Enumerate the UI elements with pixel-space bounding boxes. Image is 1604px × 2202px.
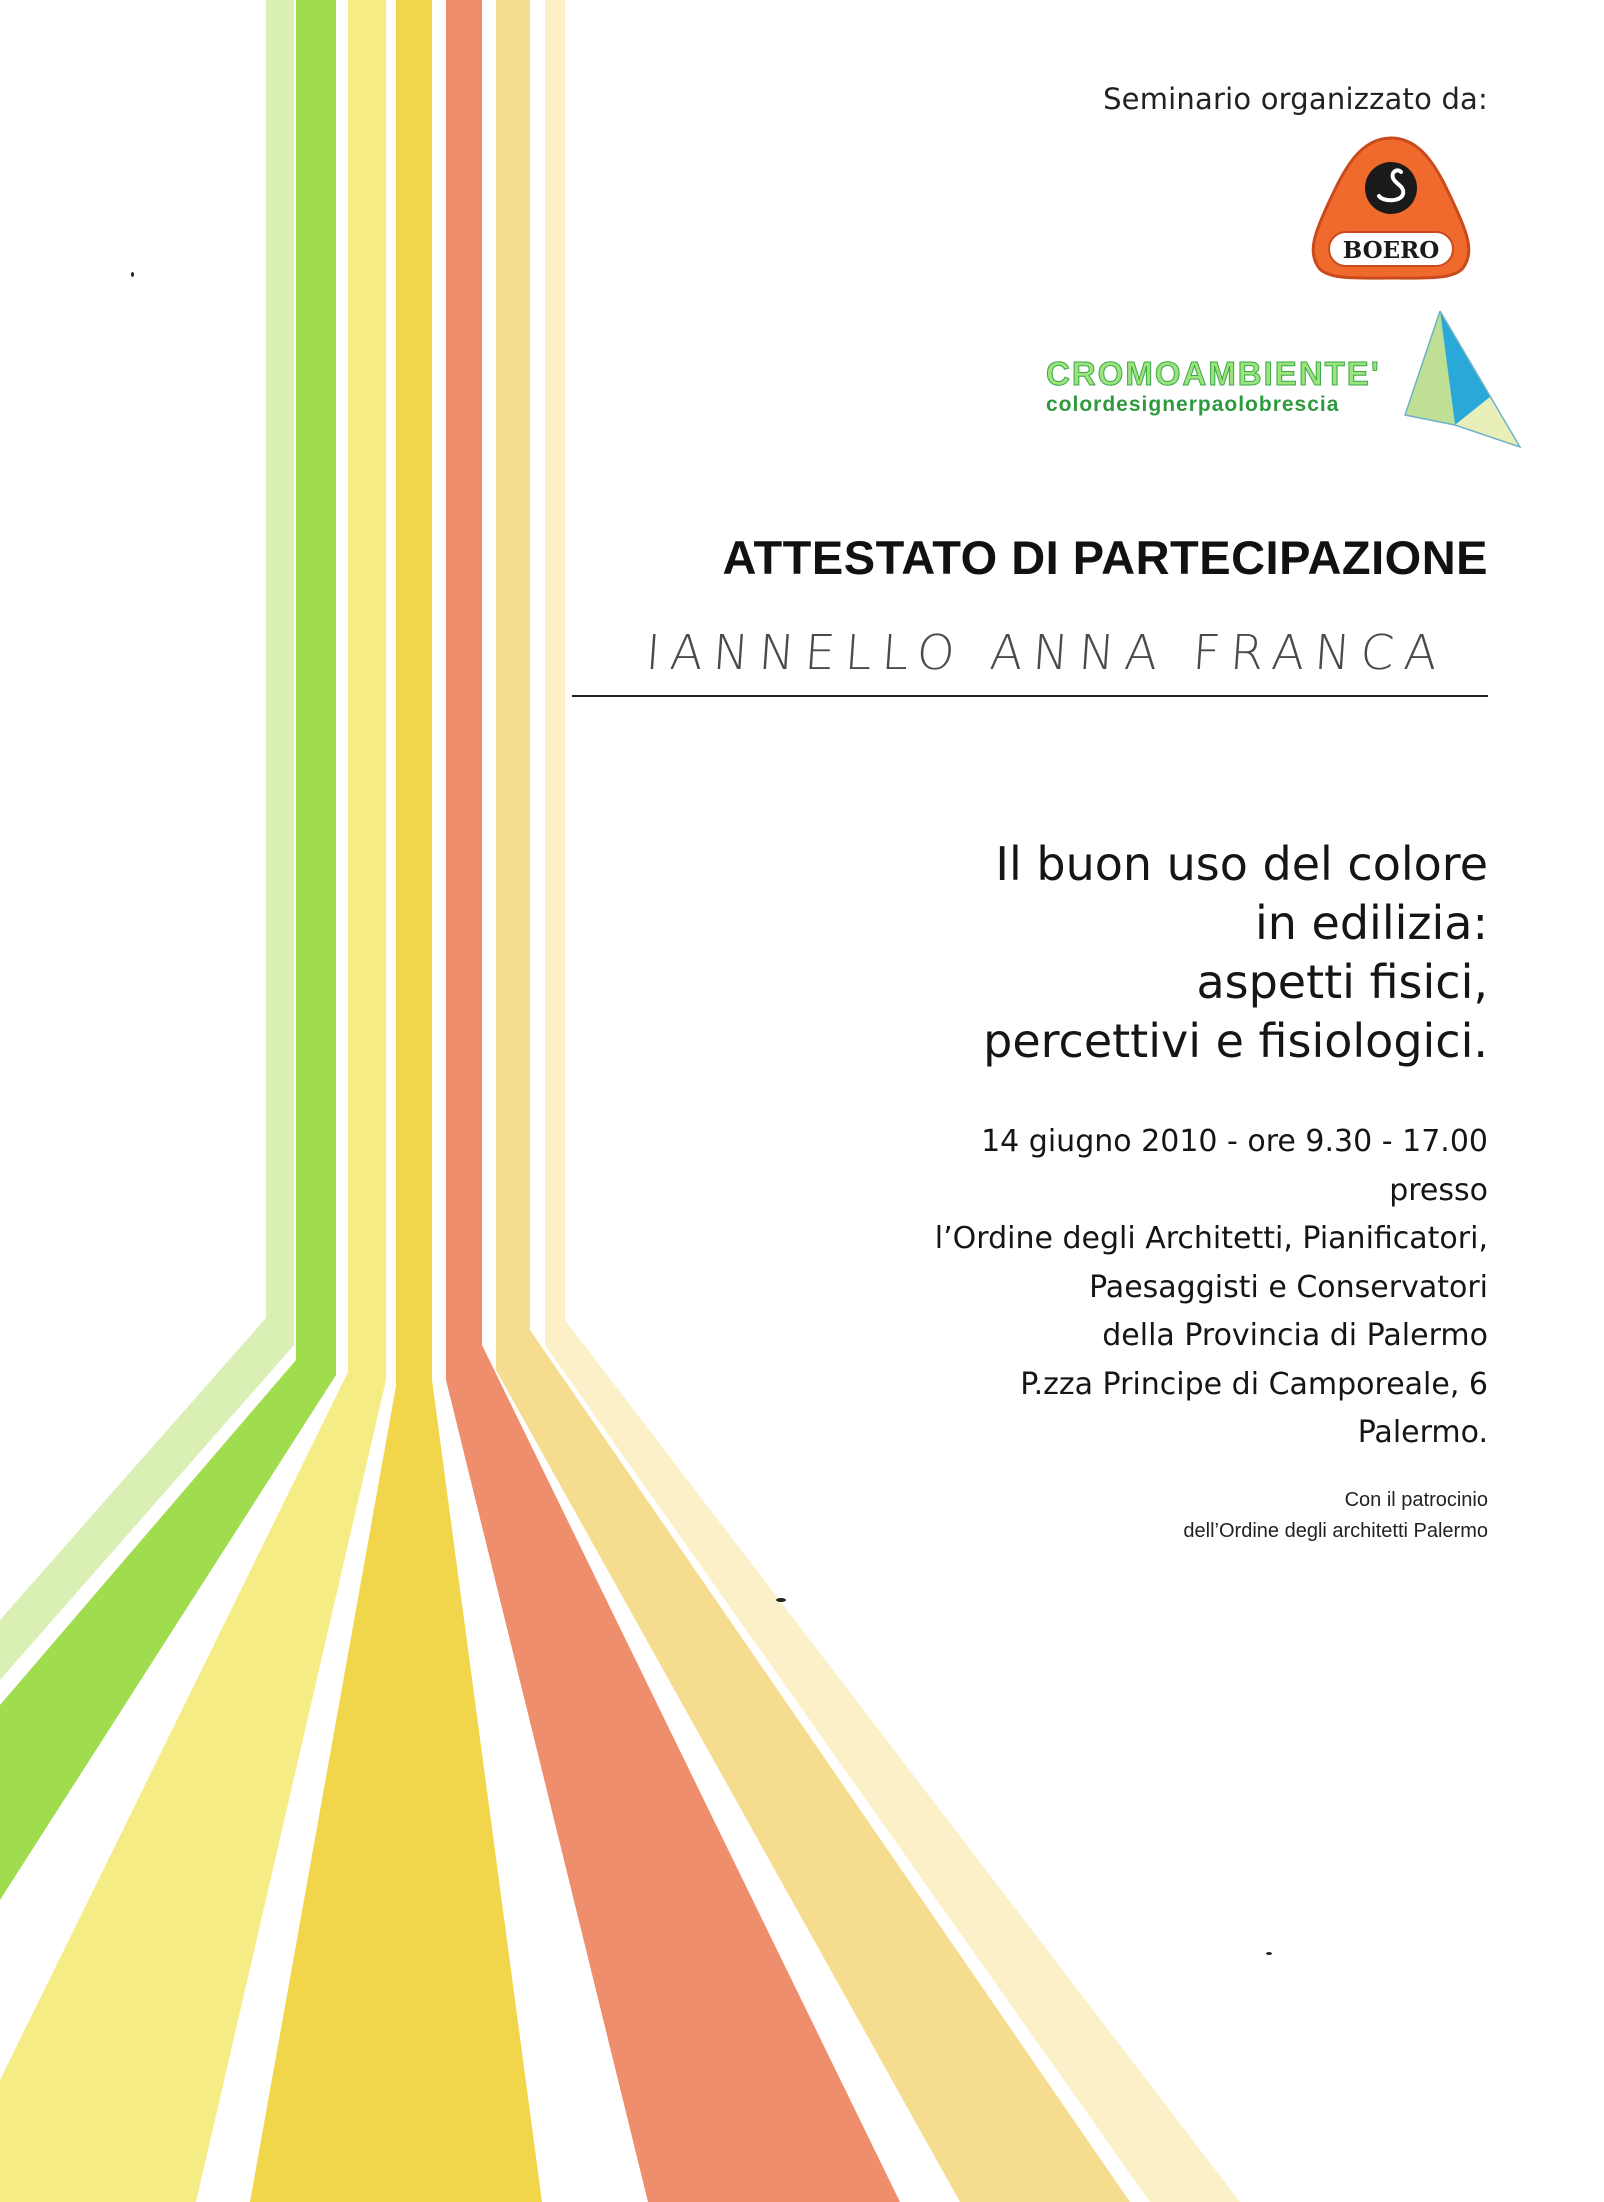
seminar-title-line: Il buon uso del colore: [995, 837, 1488, 891]
seminar-venue-line: Paesaggisti e Conservatori: [1089, 1269, 1488, 1305]
patronage-line: Con il patrocinio: [1344, 1489, 1488, 1511]
seminar-title-line: aspetti fisici,: [1196, 955, 1488, 1009]
scan-speck: [776, 1598, 786, 1602]
seminar-date: 14 giugno 2010 - ore 9.30 - 17.00: [981, 1124, 1488, 1159]
seminar-title-line: percettivi e fisiologici.: [983, 1014, 1488, 1068]
patronage-note: [1183, 1485, 1488, 1547]
seminar-address-line: P.zza Principe di Camporeale, 6: [1020, 1366, 1488, 1402]
participant-name-line: [572, 615, 1488, 697]
patronage-line: dell’Ordine degli architetti Palermo: [1183, 1520, 1488, 1542]
seminar-details: [935, 1118, 1488, 1458]
seminar-detail-line: presso: [1389, 1172, 1488, 1208]
seminar-venue-line: della Provincia di Palermo: [1102, 1318, 1488, 1353]
boero-logo-text: BOERO: [1342, 237, 1440, 264]
cromoambiente-logo: [1040, 305, 1480, 455]
scan-speck: [131, 272, 134, 277]
prism-icon: [1395, 305, 1525, 455]
seminar-title: [983, 835, 1488, 1071]
seminar-venue-line: l’Ordine degli Architetti, Pianificatori,: [934, 1221, 1488, 1256]
seminar-title-line: in edilizia:: [1254, 896, 1488, 950]
organizer-label: Seminario organizzato da:: [1103, 82, 1488, 116]
participant-name: IANNELLO ANNA FRANCA: [644, 625, 1449, 681]
boero-logo: [1303, 132, 1479, 282]
scan-speck: [1266, 1952, 1272, 1955]
cromoambiente-subtitle: colordesignerpaolobrescia: [1046, 393, 1340, 416]
certificate-title: ATTESTATO DI PARTECIPAZIONE: [722, 531, 1488, 584]
cromoambiente-title: CROMOAMBIENTE': [1046, 355, 1381, 392]
seminar-city-line: Palermo.: [1357, 1415, 1488, 1450]
